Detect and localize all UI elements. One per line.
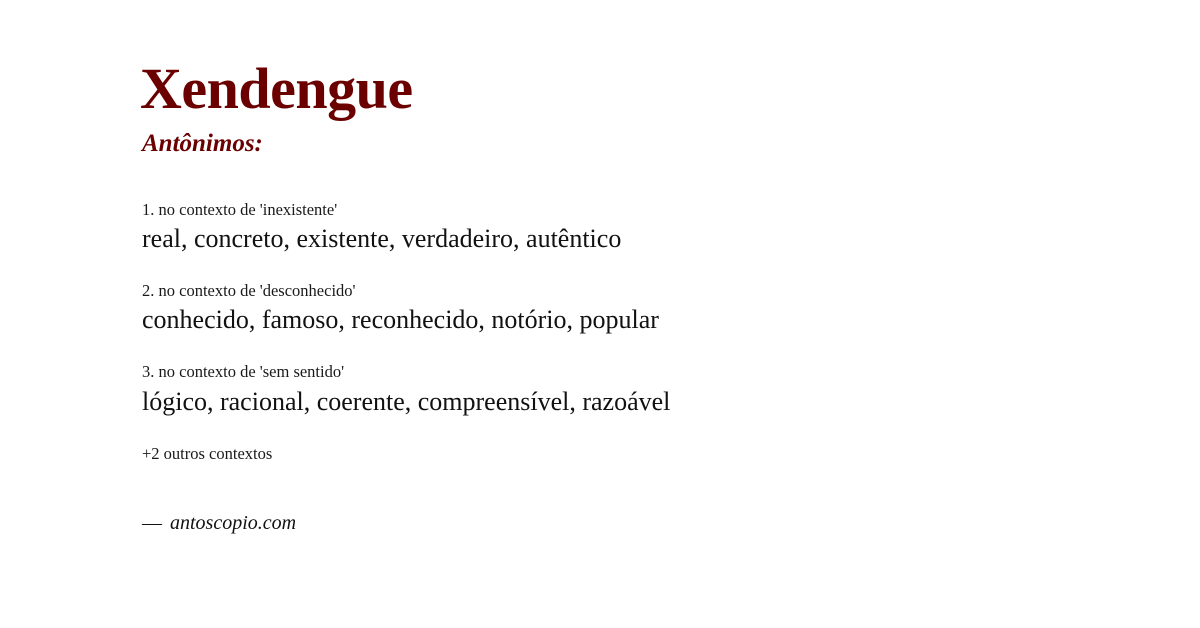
source-name: antoscopio.com (170, 512, 297, 535)
em-dash: — (142, 512, 162, 535)
sense-antonyms: real, concreto, existente, verdadeiro, autêntico (142, 224, 622, 254)
sense-antonyms: lógico, racional, coerente, compreensível, razoável (142, 386, 671, 416)
sense-list (140, 199, 1060, 419)
sense-antonyms: conhecido, famoso, reconhecido, notório, popular (142, 305, 659, 335)
list-item (140, 361, 1060, 418)
list-item (140, 199, 1060, 256)
more-contexts-note: +2 outros contextos (142, 444, 273, 464)
source-attribution (142, 512, 1060, 535)
list-item (140, 280, 1060, 337)
sense-context-label: 3. no contexto de 'sem sentido' (142, 362, 345, 382)
sense-context-label: 1. no contexto de 'inexistente' (142, 199, 338, 219)
section-subtitle: Antônimos: (142, 129, 263, 157)
page-title: Xendengue (140, 56, 413, 121)
sense-context-label: 2. no contexto de 'desconhecido' (142, 280, 356, 300)
